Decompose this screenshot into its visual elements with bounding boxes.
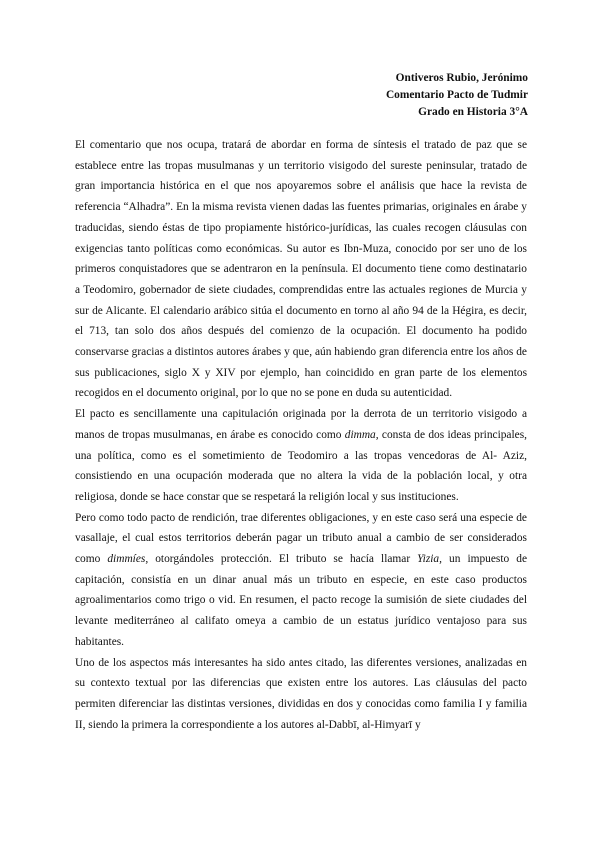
paragraph-versions: Uno de los aspectos más interesantes ha sido antes citado, las diferentes versiones, analizadas en su contexto textual por las diferencias que existen entre los autores. Las cláusulas del pacto permiten diferenciar las distintas versiones, divididas en dos y conocidas como familia I y familia II, siendo la primera la correspondiente a los autores al-Dabbī, al-Himyarī y — [75, 656, 527, 731]
course-label: Grado en Historia 3°A — [418, 106, 528, 118]
document-body — [75, 135, 527, 735]
paragraph-pact-summary-text-1: El pacto es sencillamente una capitulación originada por la derrota de un territorio visigodo a manos de tropas musulmanas, en árabe es conocido como — [75, 408, 527, 441]
term-dimmies: dimmíes, — [107, 553, 149, 566]
paragraph-obligations-text-1: Pero como todo pacto de rendición, trae diferentes obligaciones, y en este caso será una especie de vasallaje, el cual estos territorios deberán pagar un tributo anual a cambio de ser considerados como — [75, 511, 527, 566]
paragraph-pact-summary — [75, 404, 527, 508]
paragraph-obligations-text-2: otorgándoles protección. El tributo se hacía llamar — [148, 553, 418, 566]
author-name: Ontiveros Rubio, Jerónimo — [395, 72, 528, 84]
term-yizia: Yizia, — [417, 553, 442, 566]
paragraph-obligations — [75, 508, 527, 653]
term-dimma: dimma, — [344, 428, 379, 441]
document-title: Comentario Pacto de Tudmir — [385, 89, 528, 101]
paragraph-obligations-text-3: un impuesto de capitación, consistía en un dinar anual más un tributo en especie, en este caso productos agroalimentarios como trigo o vid. En resumen, el pacto recoge la sumisión de siete ciudades del levante mediterráneo al califato omeya a cambio de un estatus jurídico ventajoso para sus habitantes. — [75, 553, 527, 648]
paragraph-introduction: El comentario que nos ocupa, tratará de abordar en forma de síntesis el tratado de paz que se establece entre las tropas musulmanas y un territorio visigodo del sureste peninsular, tratado de gran importancia histórica en el que nos apoyaremos sobre el análisis que hace la revista de referencia “Alhadra”. En la misma revista vienen dadas las fuentes primarias, originales en árabe y traducidas, siendo éstas de tipo propiamente histórico-jurídicas, las cuales recogen cláusulas con exigencias tanto políticas como económicas. Su autor es Ibn-Muza, conocido por ser uno de los primeros conquistadores que se adentraron en la península. El documento tiene como destinatario a Teodomiro, gobernador de siete ciudades, comprendidas entre las actuales regiones de Murcia y sur de Alicante. El calendario arábico sitúa el documento en torno al año 94 de la Hégira, es decir, el 713, tan solo dos años después del comienzo de la ocupación. El documento ha podido conservarse gracias a distintos autores árabes y que, aún habiendo gran diferencia entre los años de sus publicaciones, siglo X y XIV por ejemplo, han coincidido en gran parte de los elementos recogidos en el documento original, por lo que no se pone en duda su autenticidad. — [75, 139, 527, 400]
paragraph-pact-summary-text-2: consta de dos ideas principales, una política, como es el sometimiento de Teodomiro a las tropas vencedoras de Al- Aziz, consistiendo en una ocupación moderada que no altera la vida de la población local, y otra religiosa, donde se hace constar que se respetará la religión local y sus instituciones. — [75, 428, 527, 503]
document-header — [386, 70, 528, 121]
